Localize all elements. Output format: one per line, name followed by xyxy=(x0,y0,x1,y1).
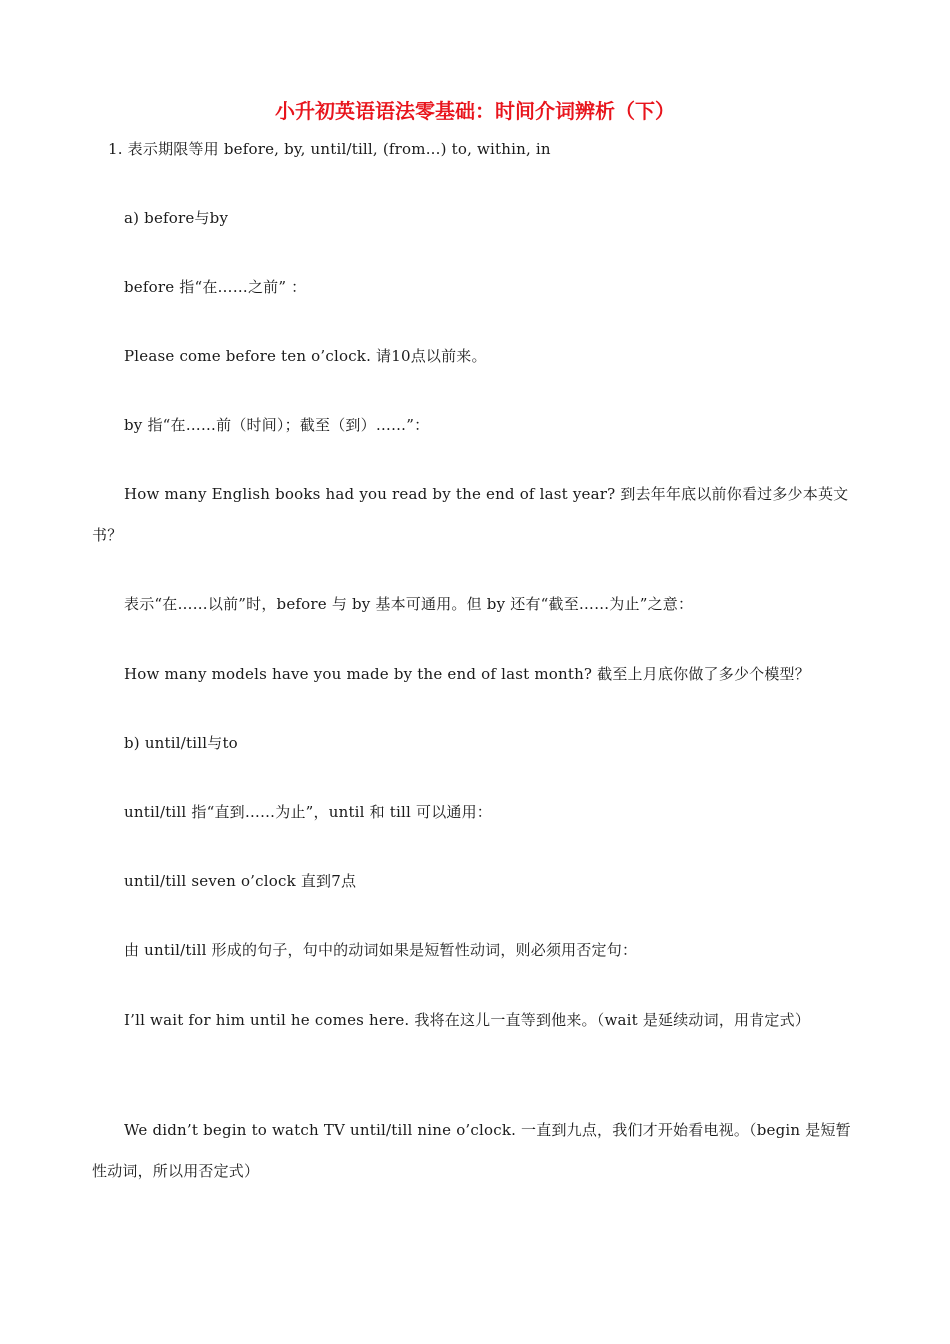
subsection-b-heading: b) until/till与to xyxy=(124,734,238,752)
by-definition: by 指“在……前（时间）；截至（到）……”： xyxy=(124,416,430,434)
document-title: 小升初英语语法零基础：时间介词辨析（下） xyxy=(275,99,675,123)
until-rule: 由 until/till 形成的句子，句中的动词如果是短暂性动词，则必须用否定句： xyxy=(124,941,638,959)
section-heading: 1. 表示期限等用 before, by, until/till, (from...) to, within, in xyxy=(108,140,551,158)
wait-example: I’ll wait for him until he comes here. 我将在这儿一直等到他来。（wait 是延续动词，用肯定式） xyxy=(124,1011,811,1029)
before-example: Please come before ten o’clock. 请10点以前来。 xyxy=(124,347,487,365)
until-definition: until/till 指“直到……为止”，until 和 till 可以通用： xyxy=(124,803,492,821)
before-by-comparison: 表示“在……以前”时，before 与 by 基本可通用。但 by 还有“截至……为止”之意： xyxy=(124,595,694,613)
before-definition: before 指“在……之前” ： xyxy=(124,278,307,296)
begin-example: We didn’t begin to watch TV until/till nine o’clock. 一直到九点，我们才开始看电视。（begin 是短暂性动词，所以用否定式） xyxy=(92,1121,851,1180)
by-until-example: How many models have you made by the end of last month? 截至上月底你做了多少个模型？ xyxy=(124,665,810,683)
subsection-a-heading: a) before与by xyxy=(124,209,229,227)
until-example: until/till seven o’clock 直到7点 xyxy=(124,872,357,890)
by-example: How many English books had you read by the end of last year? 到去年年底以前你看过多少本英文书？ xyxy=(92,485,849,544)
